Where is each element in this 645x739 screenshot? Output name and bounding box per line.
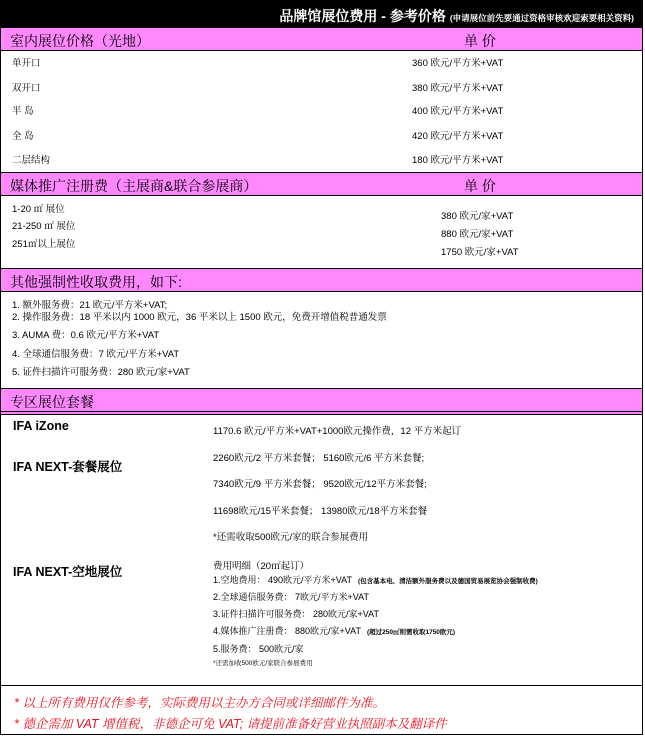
footer-note: * 德企需加 VAT 增值税，非德企可免 VAT; 请提前准备好营业执照副本及翻译件 xyxy=(14,717,447,731)
title-note: (申请展位前先要通过资格审核欢迎索要相关资料) xyxy=(449,13,634,23)
media-tier-label: 21-250 ㎡ 展位 xyxy=(12,221,76,232)
title-bar xyxy=(1,1,642,27)
indoor-unit-heading: 单 价 xyxy=(464,33,496,49)
special-heading: 专区展位套餐 xyxy=(10,394,94,410)
next-space-detail: 5.服务费： 500欧元/家 xyxy=(213,644,304,654)
indoor-row-price: 420 欧元/平方米+VAT xyxy=(412,131,504,142)
special-header-strip xyxy=(1,412,642,415)
next-package-note: *还需收取500欧元/家的联合参展费用 xyxy=(213,532,369,543)
title-text xyxy=(279,6,634,26)
next-package-line: 7340欧元/9 平方米套餐； 9520欧元/12平方米套餐; xyxy=(213,479,427,490)
media-tier-price: 880 欧元/家+VAT xyxy=(441,229,514,240)
indoor-row-price: 400 欧元/平方米+VAT xyxy=(412,106,504,117)
indoor-row-label: 半 岛 xyxy=(12,106,34,117)
media-tier-label: 251㎡以上展位 xyxy=(12,239,76,250)
special-header xyxy=(1,388,642,412)
mandatory-item: 5. 证件扫描许可服务费：280 欧元/家+VAT xyxy=(12,367,190,378)
next-space-detail: 1.空地费用： 490欧元/平方米+VAT (包含基本电、清洁额外服务费以及德国贸易展览协会强制收费) xyxy=(213,575,538,585)
next-space-detail: 4.媒体推广注册费： 880欧元/家+VAT (超过250㎡则需收取1750欧元) xyxy=(213,626,456,636)
indoor-row-price: 180 欧元/平方米+VAT xyxy=(412,155,504,166)
media-unit-heading: 单 价 xyxy=(464,178,496,194)
indoor-row-label: 全 岛 xyxy=(12,131,34,142)
mandatory-item: 2. 操作服务费：18 平米以内 1000 欧元，36 平米以上 1500 欧元，免费开增值税普通发票 xyxy=(12,312,387,323)
media-header xyxy=(1,172,642,196)
next-space-footnote: *还需加收500欧元/家联合参展费用 xyxy=(213,660,313,667)
next-space-detail-title: 费用明细（20㎡起订） xyxy=(213,561,310,572)
next-space-detail: 3.证件扫描许可服务费： 280欧元/家+VAT xyxy=(213,609,379,619)
mandatory-heading: 其他强制性收取费用，如下: xyxy=(10,274,182,290)
indoor-row-label: 二层结构 xyxy=(12,155,51,166)
media-tier-price: 380 欧元/家+VAT xyxy=(441,211,514,222)
next-package-name: IFA NEXT-套餐展位 xyxy=(13,460,123,474)
page-title: 品牌馆展位费用 - 参考价格 xyxy=(279,8,446,24)
next-space-detail: 2.全球通信服务费： 7欧元/平方米+VAT xyxy=(213,592,369,602)
izone-price: 1170.6 欧元/平方米+VAT+1000欧元操作费，12 平方米起订 xyxy=(213,426,462,437)
next-package-line: 11698欧元/15平米套餐； 13980欧元/18平方米套餐 xyxy=(213,506,428,517)
mandatory-item: 1. 额外服务费：21 欧元/平方米+VAT; xyxy=(12,300,168,311)
next-space-detail-note: (超过250㎡则需收取1750欧元) xyxy=(366,629,456,636)
mandatory-item: 3. AUMA 费：0.6 欧元/平方米+VAT xyxy=(12,330,160,341)
izone-name: IFA iZone xyxy=(13,419,69,433)
footer-divider xyxy=(1,685,642,686)
indoor-row-price: 360 欧元/平方米+VAT xyxy=(412,58,504,69)
indoor-row-price: 380 欧元/平方米+VAT xyxy=(412,83,504,94)
mandatory-header xyxy=(1,268,642,292)
indoor-header xyxy=(1,27,642,51)
mandatory-item: 4. 全球通信服务费：7 欧元/平方米+VAT xyxy=(12,349,180,360)
next-package-line: 2260欧元/2 平方米套餐； 5160欧元/6 平方米套餐; xyxy=(213,453,425,464)
indoor-heading: 室内展位价格（光地） xyxy=(10,33,150,49)
next-space-name: IFA NEXT-空地展位 xyxy=(13,565,123,579)
media-heading: 媒体推广注册费（主展商&联合参展商） xyxy=(10,178,258,194)
indoor-row-label: 单开口 xyxy=(12,58,41,69)
indoor-row-label: 双开口 xyxy=(12,83,41,94)
footer-note: * 以上所有费用仅作参考，实际费用以主办方合同或详细邮件为准。 xyxy=(14,696,385,710)
media-tier-price: 1750 欧元/家+VAT xyxy=(441,247,519,258)
media-tier-label: 1-20 ㎡ 展位 xyxy=(12,204,65,215)
next-space-detail-note: (包含基本电、清洁额外服务费以及德国贸易展览协会强制收费) xyxy=(357,578,538,585)
